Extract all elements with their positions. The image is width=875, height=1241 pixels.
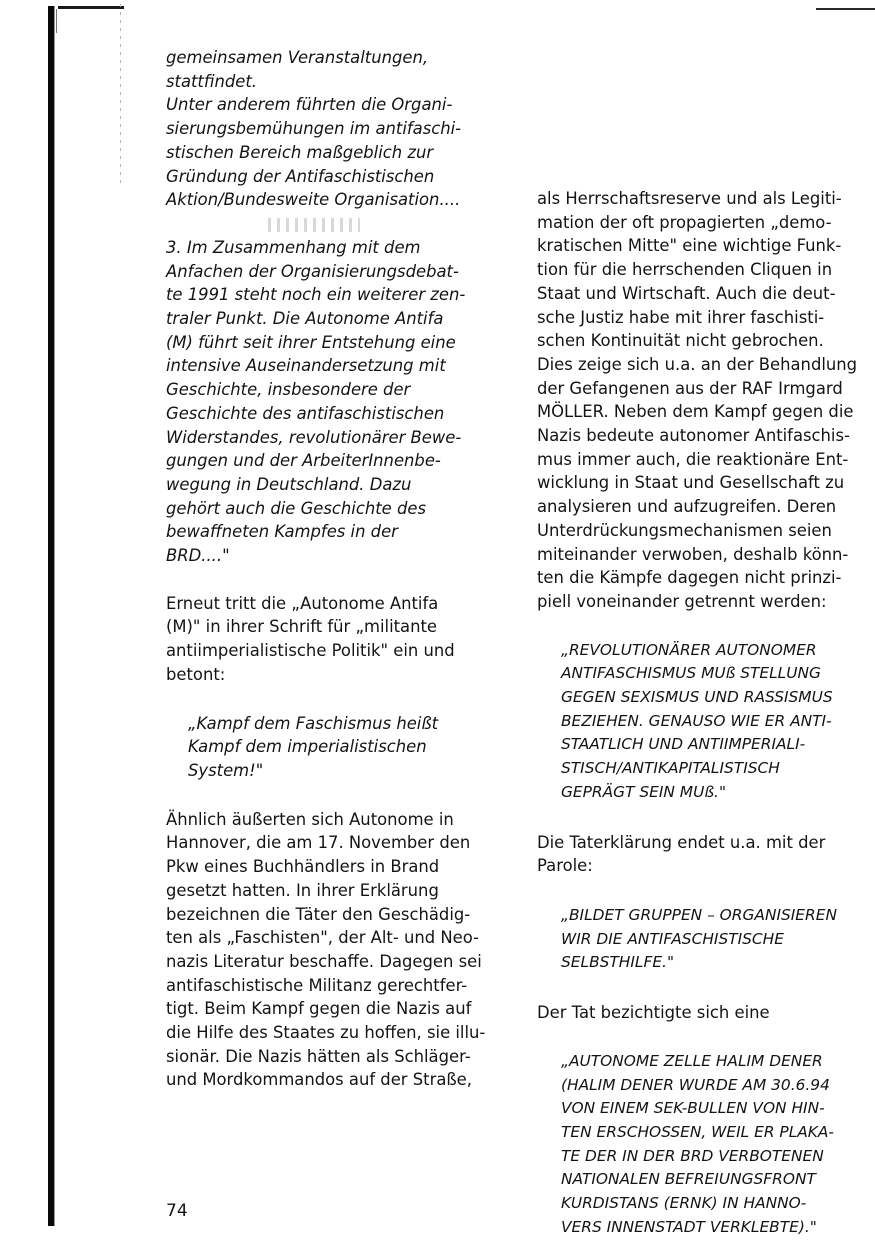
body-paragraph: Ähnlich äußerten sich Autonome in Hannover, die am 17. November den Pkw eines Buchhändlers in Brand gesetzt hatten. In ihrer Erklärung bezeichnen die Täter den Geschädig- ten als „Faschisten", der Alt- und Neo- nazis Literatur beschaffe. Dagegen sei antifaschistische Militanz gerechtfer- tigt. Beim Kampf gegen die Nazis auf die Hilfe des Staates zu hoffen, sie illu- sionär. Die Nazis hätten als Schläger- und Mordkommandos auf der Straße, [166, 809, 486, 1090]
block-quote: „Kampf dem Faschismus heißt Kampf dem imperialistischen System!" [188, 713, 439, 780]
scan-corner-mark [816, 8, 875, 10]
quote-paragraph: Unter anderem führten die Organi- sierungsbemühungen im antifaschi- stischen Bereich maßgeblich zur Gründung der Antifaschistischen Aktion/Bundesweite Organisation.... [166, 95, 462, 210]
block-quote-caps: „BILDET GRUPPEN – ORGANISIEREN WIR DIE ANTIFASCHISTISCHE SELBSTHILFE." [561, 905, 837, 972]
body-paragraph: als Herrschaftsreserve und als Legiti- mation der oft propagierten „demo- kratischen Mitte" eine wichtige Funk- tion für die herrschenden Cliquen in Staat und Wirtschaft. Auch die deut- sche Justiz habe mit ihrer faschisti- schen Kontinuität nicht gebrochen. Dies zeige sich u.a. an der Behandlung der Gefangenen aus der RAF Irmgard MÖLLER. Neben dem Kampf gegen die Nazis bedeute autonomer Antifaschis- mus immer auch, die reaktionäre Ent- wicklung in Staat und Gesellschaft zu analysieren und aufzugreifen. Deren Unterdrückungsmechanismen seien miteinander verwoben, deshalb könn- ten die Kämpfe dagegen nicht prinzi- piell voneinander getrennt werden: [537, 189, 858, 611]
binding-edge-top [58, 6, 124, 9]
body-paragraph: Die Taterklärung endet u.a. mit der Parole: [537, 832, 826, 876]
body-paragraph: Erneut tritt die „Autonome Antifa (M)" in ihrer Schrift für „militante antiimperialistische Politik" ein und betont: [166, 593, 455, 684]
left-column [166, 46, 510, 1092]
quote-paragraph: 3. Im Zusammenhang mit dem Anfachen der Organisierungsdebat- te 1991 steht noch ein weiterer zen- traler Punkt. Die Autonome Antifa (M) führt seit ihrer Entstehung eine intensive Auseinandersetzung mit Geschichte, insbesondere der Geschichte des antifaschistischen Widerstandes, revolutionärer Bewe- gungen und der ArbeiterInnenbe- wegung in Deutschland. Dazu gehört auch die Geschichte des bewaffneten Kampfes in der BRD...." [166, 237, 466, 566]
page-number: 74 [166, 1201, 188, 1221]
right-column [537, 187, 867, 1239]
quote-paragraph: gemeinsamen Veranstaltungen, stattfindet. [166, 48, 429, 91]
body-paragraph: Der Tat bezichtigte sich eine [537, 1003, 770, 1023]
binding-corner-mark [56, 9, 63, 33]
binding-edge-left [48, 6, 56, 1226]
block-quote-caps: „AUTONOME ZELLE HALIM DENER (HALIM DENER WURDE AM 30.6.94 VON EINEM SEK-BULLEN VON HIN- TEN ERSCHOSSEN, WEIL ER PLAKA- TE DER IN DER BRD VERBOTENEN NATIONALEN BEFREIUNGSFRONT KURDISTANS (ERNK) IN HANNO- VERS INNENSTADT VERKLEBTE)." [561, 1051, 834, 1236]
block-quote-caps: „REVOLUTIONÄRER AUTONOMER ANTIFASCHISMUS MUß STELLUNG GEGEN SEXISMUS UND RASSISMUS BEZIEHEN. GENAUSO WIE ER ANTI- STAATLICH UND ANTIIMPERIALI- STISCH/ANTIKAPITALISTISCH GEPRÄGT SEIN MUß." [561, 640, 833, 801]
scan-fold-line [120, 4, 121, 184]
